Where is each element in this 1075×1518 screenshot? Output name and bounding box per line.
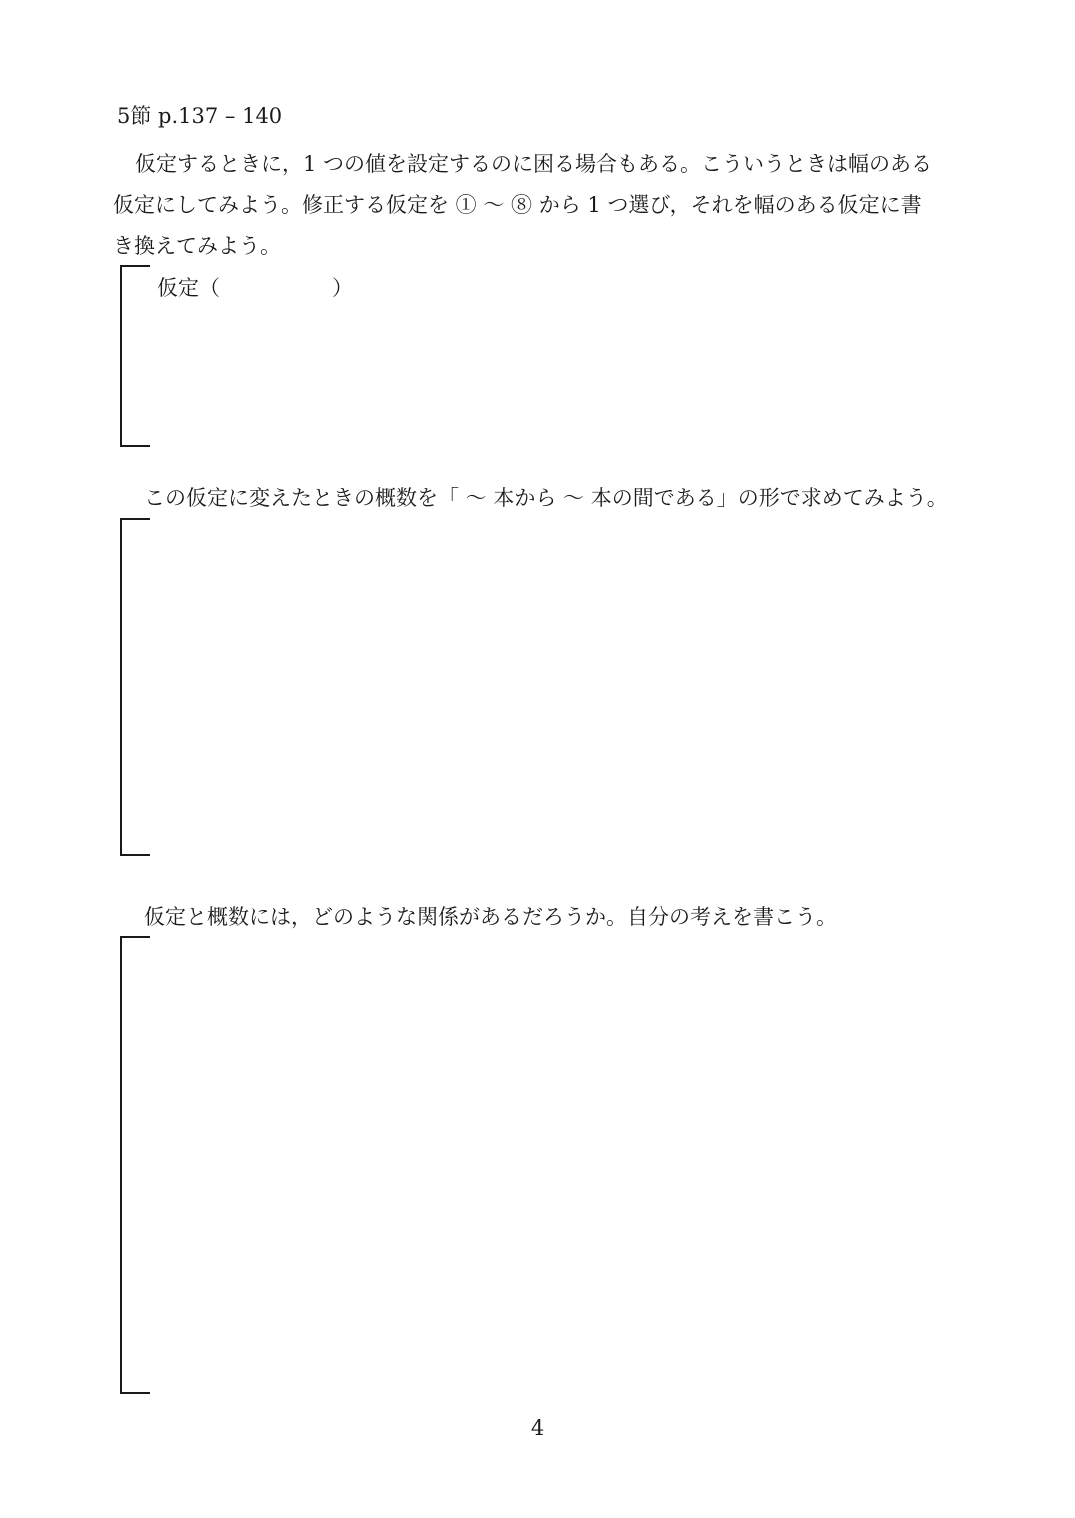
answer-bracket-estimate xyxy=(120,518,150,856)
answer-bracket-relationship xyxy=(120,936,150,1394)
section-reference: 5節 p.137 – 140 xyxy=(117,104,283,128)
intro-paragraph xyxy=(113,144,973,267)
intro-line-1: 仮定するときに，1 つの値を設定するのに困る場合もある。こういうときは幅のある xyxy=(135,152,933,176)
paren-open: （ xyxy=(199,276,220,300)
page-number: 4 xyxy=(530,1416,545,1440)
hypothesis-label-text: 仮定 xyxy=(157,276,199,300)
hypothesis-label xyxy=(157,272,353,302)
intro-line-2: 仮定にしてみよう。修正する仮定を ① 〜 ⑧ から 1 つ選び，それを幅のある仮定に書 xyxy=(113,193,922,217)
relationship-prompt: 仮定と概数には，どのような関係があるだろうか。自分の考えを書こう。 xyxy=(144,905,837,929)
answer-bracket-hypothesis xyxy=(120,265,150,447)
paren-close: ） xyxy=(332,276,353,300)
intro-line-3: き換えてみよう。 xyxy=(113,234,281,258)
estimate-prompt: この仮定に変えたときの概数を「 〜 本から 〜 本の間である」の形で求めてみよう。 xyxy=(144,486,948,510)
